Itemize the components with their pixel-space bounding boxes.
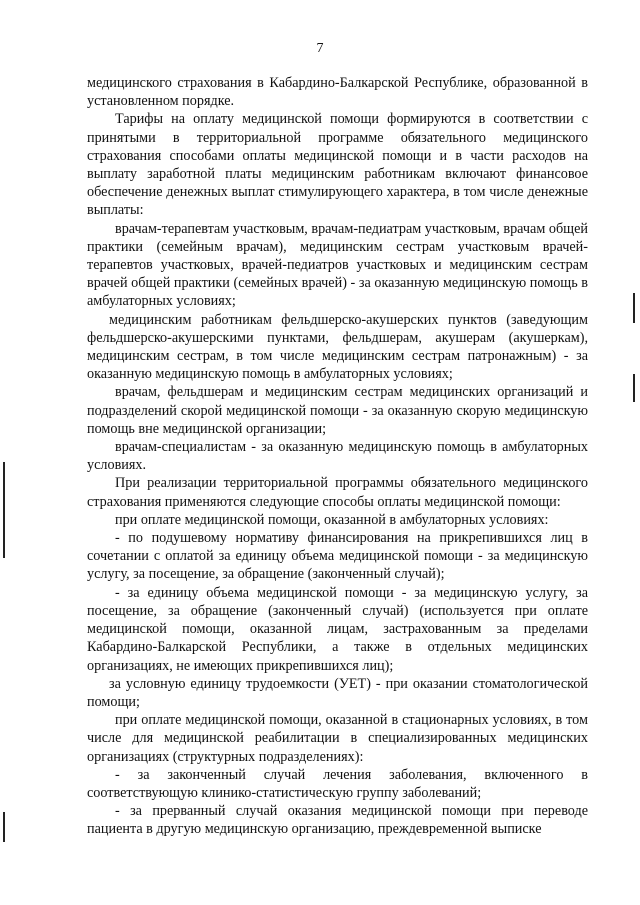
paragraph: - за законченный случай лечения заболевания, включенного в соответствующую клинико-статистическую группу заболеваний; bbox=[87, 766, 588, 801]
scan-edge-mark bbox=[3, 462, 5, 558]
paragraph: При реализации территориальной программы обязательного медицинского страхования применяются следующие способы оплаты медицинской помощи: bbox=[87, 475, 588, 510]
scan-edge-mark bbox=[633, 293, 635, 323]
paragraph: - по подушевому нормативу финансирования на прикрепившихся лиц в сочетании с оплатой за единицу объема медицинской помощи - за медицинскую услугу, за посещение, за обращение (законченный случай); bbox=[87, 530, 588, 583]
body-text bbox=[87, 74, 588, 839]
paragraph: врачам-специалистам - за оказанную медицинскую помощь в амбулаторных условиях. bbox=[87, 439, 588, 474]
scan-edge-mark bbox=[3, 812, 5, 842]
paragraph: медицинского страхования в Кабардино-Балкарской Республике, образованной в установленном порядке. bbox=[87, 75, 588, 110]
page-number: 7 bbox=[316, 41, 324, 56]
paragraph: при оплате медицинской помощи, оказанной в стационарных условиях, в том числе для медицинской реабилитации в специализированных медицинских организациях (структурных подразделениях): bbox=[87, 712, 588, 765]
paragraph: врачам, фельдшерам и медицинским сестрам медицинских организаций и подразделений скорой медицинской помощи - за оказанную скорую медицинскую помощь вне медицинской организации; bbox=[87, 384, 588, 437]
paragraph: при оплате медицинской помощи, оказанной в амбулаторных условиях: bbox=[115, 511, 549, 528]
paragraph: Тарифы на оплату медицинской помощи формируются в соответствии с принятыми в территориальной программе обязательного медицинского страхования способами оплаты медицинской помощи и в части расходов на выплату заработной платы медицинским работникам включают финансовое обеспечение денежных выплат стимулирующего характера, в том числе денежные выплаты: bbox=[87, 111, 588, 219]
paragraph: за условную единицу трудоемкости (УЕТ) - при оказании стоматологической помощи; bbox=[87, 675, 588, 710]
paragraph: врачам-терапевтам участковым, врачам-педиатрам участковым, врачам общей практики (семейным врачам), медицинским сестрам участковым врачей-терапевтов участковых, врачей-педиатров участковых и медицинским сестрам врачей общей практики (семейных врачей) - за оказанную медицинскую помощь в амбулаторных условиях; bbox=[87, 220, 588, 310]
paragraph: - за прерванный случай оказания медицинской помощи при переводе пациента в другую медицинскую организацию, преждевременной выписке bbox=[87, 803, 588, 838]
paragraph: медицинским работникам фельдшерско-акушерских пунктов (заведующим фельдшерско-акушерскими пунктами, фельдшерам, акушерам (акушеркам), медицинским сестрам, в том числе медицинским сестрам патронажным) - за оказанную медицинскую помощь в амбулаторных условиях; bbox=[87, 311, 588, 383]
paragraph: - за единицу объема медицинской помощи - за медицинскую услугу, за посещение, за обращение (законченный случай) (используется при оплате медицинской помощи, оказанной лицам, застрахованным за пределами Кабардино-Балкарской Республики, а также в отдельных медицинских организациях, не имеющих прикрепившихся лиц); bbox=[87, 584, 588, 674]
scan-edge-mark bbox=[633, 374, 635, 402]
